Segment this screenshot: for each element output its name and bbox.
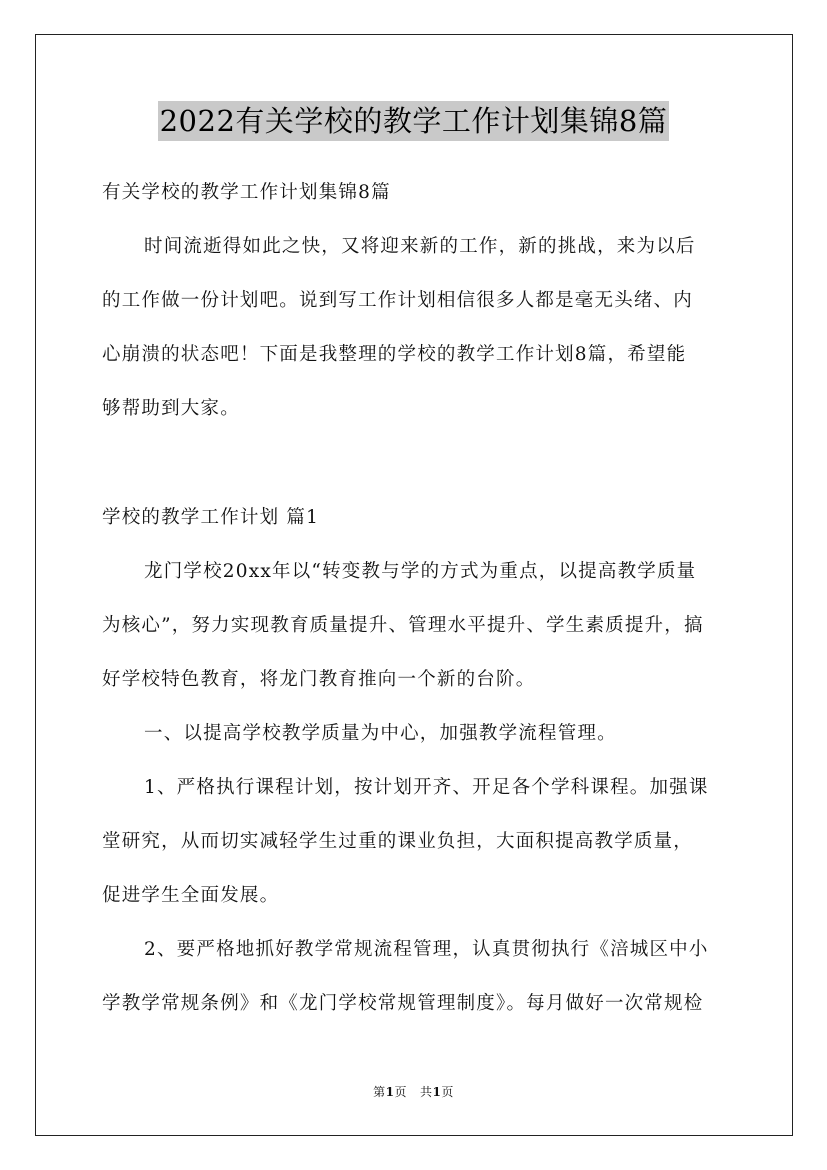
section-heading: 学校的教学工作计划 篇1 xyxy=(102,507,320,528)
title-container xyxy=(0,101,827,141)
paragraph1-line-1: 龙门学校20xx年以“转变教与学的方式为重点，以提高教学质量 xyxy=(144,561,697,582)
point2-line-2: 学教学常规条例》和《龙门学校常规管理制度》。每月做好一次常规检 xyxy=(102,993,704,1014)
footer-page-total: 1 xyxy=(432,1085,442,1099)
footer-suffix: 页 xyxy=(441,1085,454,1099)
point2-line-1: 2、要严格地抓好教学常规流程管理，认真贯彻执行《涪城区中小 xyxy=(144,939,709,960)
intro-line-1: 时间流逝得如此之快，又将迎来新的工作，新的挑战，来为以后 xyxy=(144,236,696,257)
footer-page-current: 1 xyxy=(385,1085,395,1099)
point1-line-1: 1、严格执行课程计划，按计划开齐、开足各个学科课程。加强课 xyxy=(144,777,709,798)
point1-line-3: 促进学生全面发展。 xyxy=(102,885,280,906)
intro-line-2: 的工作做一份计划吧。说到写工作计划相信很多人都是毫无头绪、内 xyxy=(102,290,694,311)
footer-mid: 页 共 xyxy=(394,1085,433,1099)
page-footer xyxy=(0,1083,827,1101)
document-title: 2022有关学校的教学工作计划集锦8篇 xyxy=(158,101,670,141)
point-heading: 一、以提高学校教学质量为中心，加强教学流程管理。 xyxy=(144,723,617,744)
intro-line-3: 心崩溃的状态吧！下面是我整理的学校的教学工作计划8篇，希望能 xyxy=(102,344,687,365)
intro-line-4: 够帮助到大家。 xyxy=(102,398,240,419)
point1-line-2: 堂研究，从而切实减轻学生过重的课业负担，大面积提高教学质量， xyxy=(102,831,694,852)
footer-prefix: 第 xyxy=(373,1085,386,1099)
paragraph1-line-2: 为核心”，努力实现教育质量提升、管理水平提升、学生素质提升，搞 xyxy=(102,615,704,636)
paragraph1-line-3: 好学校特色教育，将龙门教育推向一个新的台阶。 xyxy=(102,669,536,690)
document-subtitle: 有关学校的教学工作计划集锦8篇 xyxy=(102,182,391,203)
